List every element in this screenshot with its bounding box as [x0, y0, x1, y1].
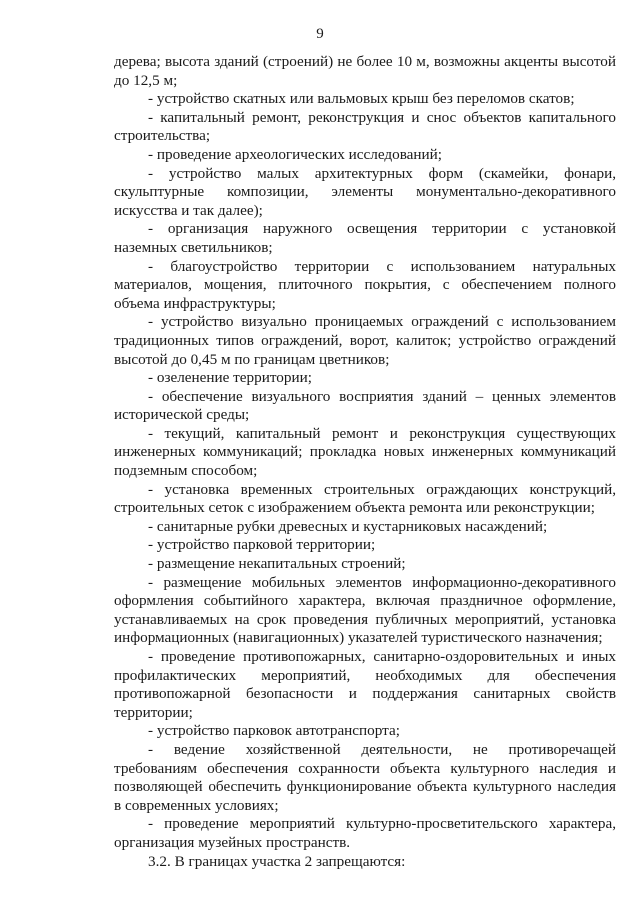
list-item: - размещение мобильных элементов информационно-декоративного оформления событийного характера, включая праздничное оформление, устанавливаемых на срок проведения публичных мероприятий, установка информационных (навигационных) указателей туристического назначения; — [114, 573, 616, 647]
list-item: - ведение хозяйственной деятельности, не противоречащей требованиям обеспечения сохранности объекта культурного наследия и позволяющей обеспечить функционирование объекта культурного наследия в современных условиях; — [114, 740, 616, 814]
list-item: - обеспечение визуального восприятия зданий – ценных элементов исторической среды; — [114, 387, 616, 424]
list-item: - устройство скатных или вальмовых крыш без переломов скатов; — [148, 90, 575, 108]
list-item: - проведение археологических исследований; — [148, 145, 443, 163]
page-number: 9 — [316, 26, 324, 42]
list-item: - текущий, капитальный ремонт и реконструкция существующих инженерных коммуникаций; прокладка новых инженерных коммуникаций подземным способом; — [114, 424, 616, 480]
list-item: - проведение противопожарных, санитарно-оздоровительных и иных профилактических мероприятий, необходимых для обеспечения противопожарной безопасности и поддержания санитарных свойств территории; — [114, 648, 616, 721]
document-body — [114, 53, 616, 871]
list-item: - проведение мероприятий культурно-просветительского характера, организация музейных пространств. — [114, 815, 616, 851]
list-item: - благоустройство территории с использованием натуральных материалов, мощения, плиточного покрытия, с обеспечением полного объема инфраструктуры; — [114, 257, 616, 312]
list-item: - капитальный ремонт, реконструкция и снос объектов капитального строительства; — [114, 108, 616, 145]
list-item: - санитарные рубки древесных и кустарниковых насаждений; — [148, 517, 548, 535]
paragraph-continuation: дерева; высота зданий (строений) не более 10 м, возможны акценты высотой до 12,5 м; — [114, 53, 616, 89]
list-item: - озеленение территории; — [148, 369, 312, 387]
list-item: - устройство малых архитектурных форм (скамейки, фонари, скульптурные композиции, элементы монументально-декоративного искусства и так далее); — [114, 164, 616, 219]
list-item: - установка временных строительных ограждающих конструкций, строительных сеток с изображением объекта ремонта или реконструкции; — [114, 480, 616, 517]
list-item: - устройство визуально проницаемых ограждений с использованием традиционных типов ограждений, ворот, калиток; устройство ограждений высотой до 0,45 м по границам цветников; — [114, 313, 616, 368]
list-item: - размещение некапитальных строений; — [148, 555, 406, 573]
section-heading: 3.2. В границах участка 2 запрещаются: — [148, 852, 406, 870]
list-item: - устройство парковок автотранспорта; — [148, 722, 400, 740]
list-item: - устройство парковой территории; — [148, 536, 376, 554]
list-item: - организация наружного освещения территории с установкой наземных светильников; — [114, 220, 616, 256]
